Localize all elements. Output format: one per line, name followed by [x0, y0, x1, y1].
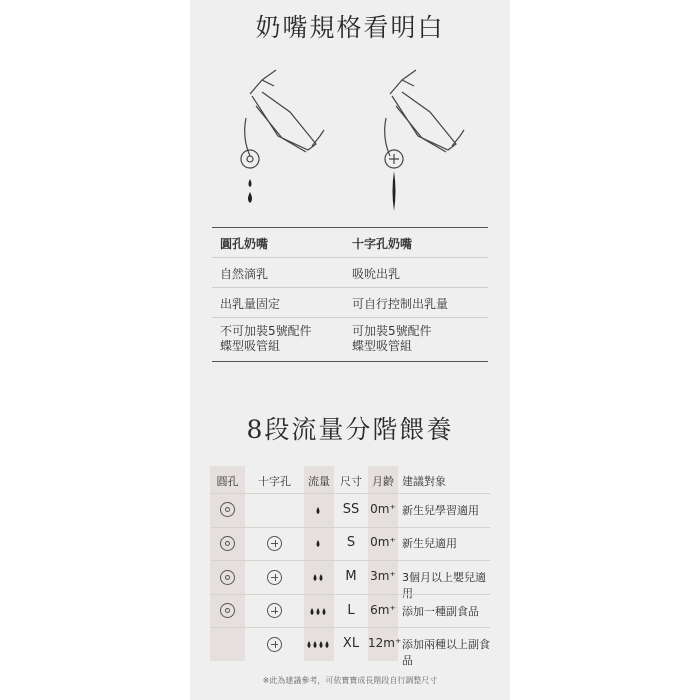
- cross-hole-nipple-icon: [385, 70, 464, 168]
- drop-icon: [323, 608, 326, 615]
- comparison-row: [212, 318, 488, 362]
- size-cell: XL: [342, 636, 360, 652]
- drop-icon: [311, 608, 314, 615]
- drop-icon: [317, 507, 320, 514]
- comparison-header: [212, 227, 488, 258]
- header-cross-hole: 十字孔奶嘴: [352, 237, 413, 251]
- size-cell: L: [347, 602, 355, 618]
- round-column-bg: [210, 466, 245, 661]
- cross-hole-icon: [267, 603, 282, 618]
- drop-icon: [320, 641, 323, 648]
- cell-cross: 可自行控制出乳量: [352, 297, 449, 311]
- row-divider: [210, 560, 490, 561]
- target-cell: 新生兒適用: [402, 537, 457, 551]
- cross-hole-icon: [267, 536, 282, 551]
- cell-cross: 可加裝5號配件 蝶型吸管組: [352, 324, 432, 353]
- drop-icon: [314, 641, 317, 648]
- stream-icon: [393, 171, 396, 211]
- nipple-illustration: [190, 66, 510, 226]
- flow-table: [210, 466, 490, 668]
- cross-hole-icon: [267, 570, 282, 585]
- drops-icon: [248, 179, 252, 203]
- flow-drops-icon: [315, 539, 323, 549]
- header-target: 建議對象: [402, 475, 446, 488]
- header-round-hole: 圓孔奶嘴: [220, 237, 269, 251]
- flow-drops-icon: [312, 573, 326, 583]
- age-cell: 0m⁺: [370, 501, 396, 516]
- flow-drops-icon: [306, 640, 332, 650]
- age-column-bg: [368, 466, 402, 661]
- age-cell: 6m⁺: [370, 602, 396, 617]
- header-cross: 十字孔: [258, 475, 291, 488]
- drop-icon: [326, 641, 329, 648]
- drop-icon: [308, 641, 311, 648]
- flow-table-header: [210, 466, 490, 493]
- flow-drops-icon: [309, 607, 329, 617]
- target-cell: 添加一種副食品: [402, 604, 479, 618]
- age-cell: 0m⁺: [370, 535, 396, 550]
- round-hole-icon: [220, 536, 235, 551]
- cell-round: 出乳量固定: [220, 297, 281, 311]
- age-cell: 12m⁺: [368, 636, 402, 651]
- drop-icon: [320, 574, 323, 581]
- flow-column-bg: [304, 466, 334, 661]
- age-cell: 3m⁺: [370, 569, 396, 583]
- round-hole-nipple-icon: [241, 70, 324, 168]
- comparison-row: [212, 258, 488, 288]
- header-flow: 流量: [308, 475, 330, 488]
- size-cell: M: [345, 569, 357, 584]
- row-divider: [210, 527, 490, 528]
- row-divider: [210, 594, 490, 595]
- size-cell: S: [346, 535, 356, 551]
- flow-drops-icon: [315, 506, 323, 516]
- product-spec-panel: [190, 0, 510, 700]
- cross-hole-icon: [267, 637, 282, 652]
- drop-icon: [314, 574, 317, 581]
- comparison-row: [212, 288, 488, 318]
- round-hole-icon: [220, 603, 235, 618]
- row-divider: [210, 627, 490, 628]
- comparison-table: [212, 227, 488, 362]
- cell-cross: 吸吮出乳: [352, 267, 401, 281]
- header-round: 圓孔: [216, 475, 239, 488]
- header-age: 月齡: [372, 475, 394, 488]
- cell-round: 自然滴乳: [220, 267, 269, 281]
- target-cell: 新生兒學習適用: [402, 503, 479, 517]
- drop-icon: [317, 608, 320, 615]
- target-cell: 添加兩種以上副食品: [402, 638, 490, 668]
- drop-icon: [317, 540, 320, 547]
- round-hole-icon: [220, 570, 235, 585]
- target-cell: 3個月以上嬰兒適用: [402, 571, 486, 600]
- section-title-nipple-spec: 奶嘴規格看明白: [255, 13, 445, 42]
- footnote: ※此為建議參考，可依寶寶成長階段自行調整尺寸: [262, 676, 438, 685]
- cell-round: 不可加裝5號配件 蝶型吸管組: [220, 324, 312, 353]
- section-title-flow-stages: 8段流量分階餵養: [246, 415, 454, 444]
- row-divider: [210, 493, 490, 494]
- header-size: 尺寸: [340, 475, 362, 488]
- size-cell: SS: [342, 501, 360, 517]
